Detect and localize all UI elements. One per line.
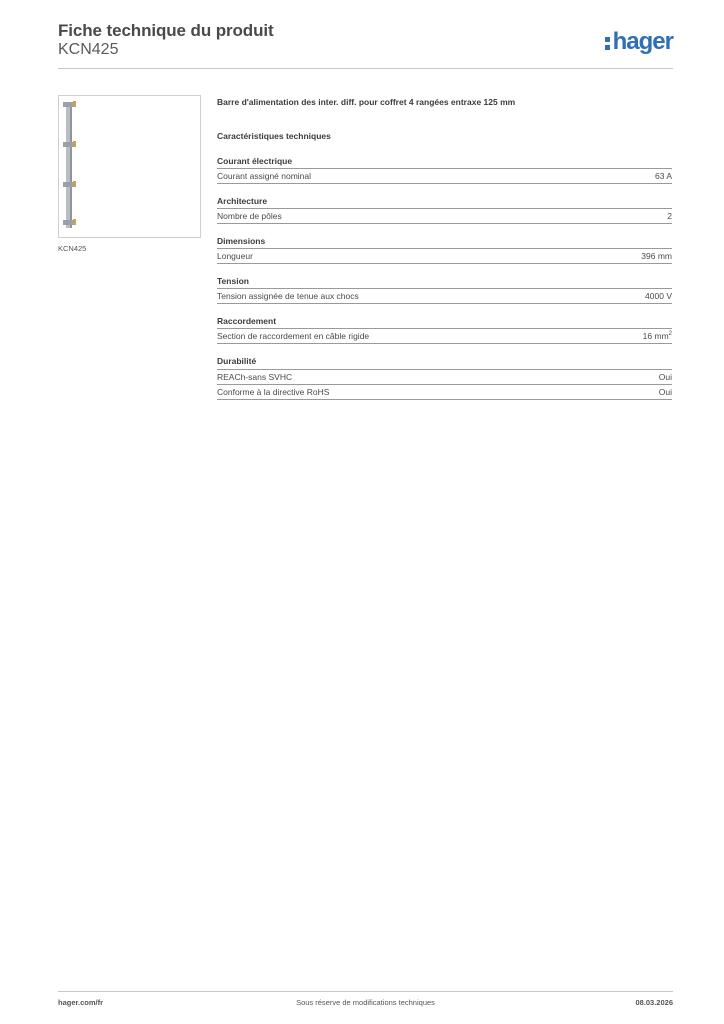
footer-divider (58, 991, 673, 992)
busbar-illustration-icon (59, 96, 200, 237)
footer-disclaimer: Sous réserve de modifications techniques (296, 998, 435, 1007)
spec-value: 63 A (654, 171, 672, 181)
spec-value: 2 (667, 211, 672, 221)
spec-group-raccordement (217, 315, 672, 344)
footer-website-link[interactable]: hager.com/fr (58, 998, 104, 1007)
document-title: Fiche technique du produit (58, 21, 274, 40)
spec-group-architecture (217, 195, 672, 224)
product-reference: KCN425 (58, 41, 119, 58)
product-image (58, 95, 201, 238)
spec-row (217, 209, 672, 224)
spec-group-courant (217, 155, 672, 184)
spec-group-title: Courant électrique (217, 155, 672, 169)
specs-heading: Caractéristiques techniques (217, 131, 331, 141)
spec-value: Oui (658, 387, 672, 397)
spec-label: Nombre de pôles (217, 211, 282, 221)
page-header (58, 21, 673, 69)
spec-row (217, 169, 672, 184)
spec-label: REACh-sans SVHC (217, 372, 293, 382)
spec-value-superscript: 2 (668, 331, 672, 338)
product-description: Barre d'alimentation des inter. diff. pour coffret 4 rangées entraxe 125 mm (217, 97, 516, 107)
spec-label: Tension assignée de tenue aux chocs (217, 291, 359, 301)
logo-text: hager (612, 28, 673, 55)
spec-row (217, 385, 672, 400)
spec-row (217, 370, 672, 385)
spec-label: Courant assigné nominal (217, 171, 312, 181)
spec-value-number: 16 mm (642, 331, 669, 341)
spec-group-title: Dimensions (217, 235, 672, 249)
spec-row (217, 329, 672, 344)
page-footer (58, 998, 673, 1010)
spec-group-tension (217, 275, 672, 304)
image-caption: KCN425 (58, 244, 87, 253)
spec-value: 4000 V (645, 291, 672, 301)
spec-value: 396 mm (641, 251, 672, 261)
hager-logo (604, 28, 673, 56)
spec-group-durabilite (217, 355, 672, 400)
spec-group-title: Architecture (217, 195, 672, 209)
spec-label: Section de raccordement en câble rigide (217, 331, 370, 341)
spec-group-title: Tension (217, 275, 672, 289)
logo-colon-icon (604, 33, 612, 53)
spec-label: Longueur (217, 251, 253, 261)
spec-group-dimensions (217, 235, 672, 264)
spec-row (217, 249, 672, 264)
spec-label: Conforme à la directive RoHS (217, 387, 330, 397)
spec-group-title: Raccordement (217, 315, 672, 329)
footer-date: 08.03.2026 (635, 998, 673, 1007)
spec-row (217, 289, 672, 304)
spec-value: Oui (658, 372, 672, 382)
header-divider (58, 68, 673, 69)
specification-content (217, 96, 672, 400)
spec-value (643, 329, 672, 343)
spec-group-title: Durabilité (217, 355, 672, 370)
